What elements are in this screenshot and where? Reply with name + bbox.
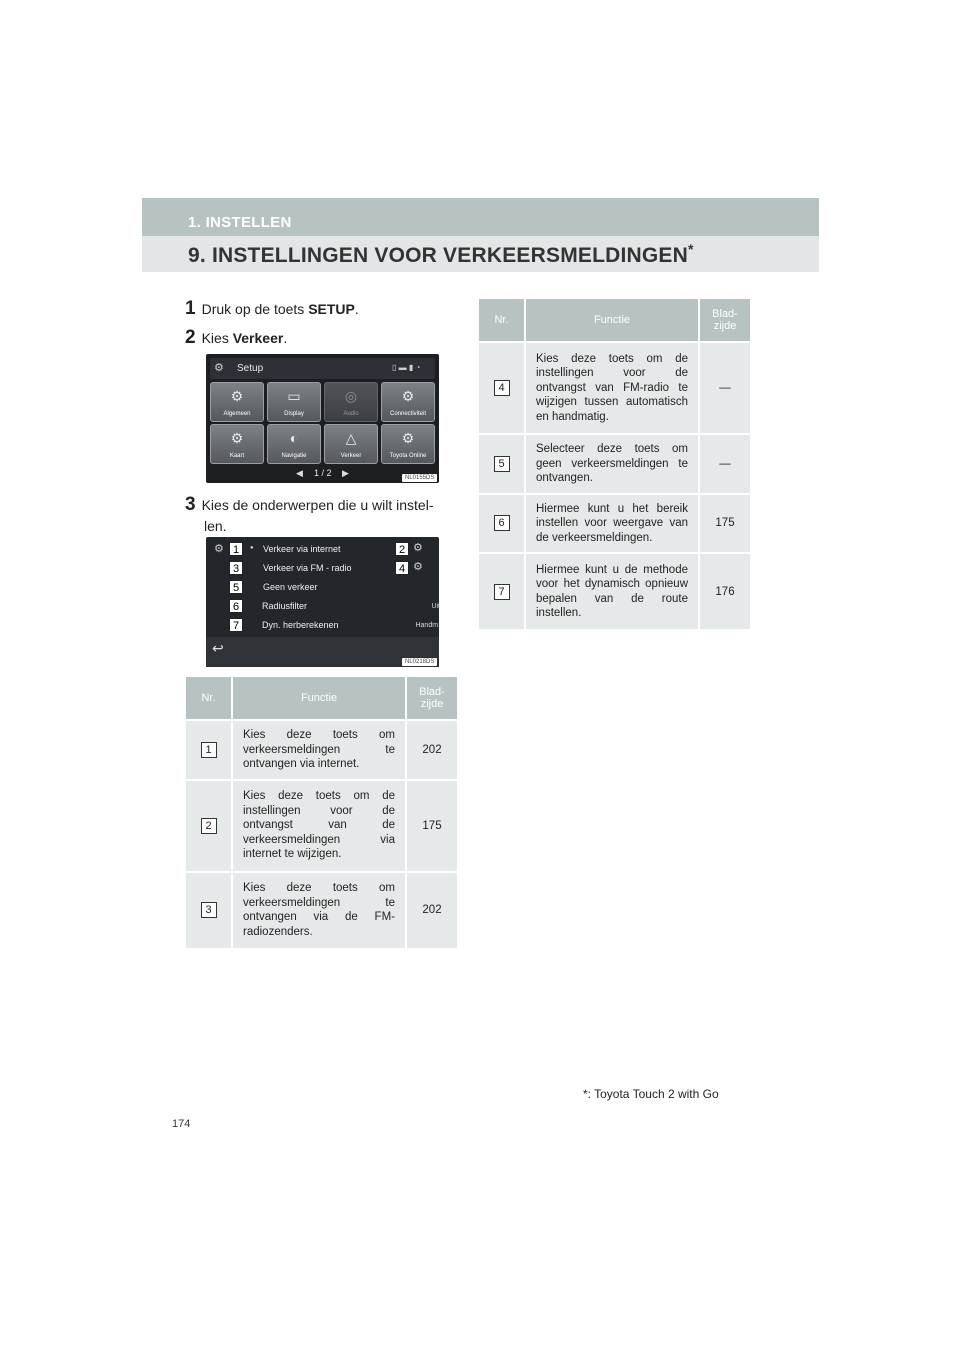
gear-icon: ⚙ — [401, 430, 415, 446]
page-number: 174 — [172, 1118, 191, 1130]
menu-item-radiusfilter[interactable]: Radiusfilter Uit — [262, 601, 440, 611]
callout-6: 6 — [229, 599, 243, 613]
tile-connectiviteit[interactable]: ⚙ Connectiviteit — [381, 382, 435, 422]
navigation-icon: ◐ — [289, 430, 299, 446]
step-2: 2 Kies Verkeer. — [185, 327, 288, 348]
tile-toyota-online[interactable]: ⚙ Toyota Online — [381, 424, 435, 464]
step-3: 3 Kies de onderwerpen die u wilt instel- len. — [185, 494, 434, 534]
menu-item-dyn-herberekenen[interactable]: Dyn. herberekenen Handm. — [262, 620, 440, 630]
footnote: *: Toyota Touch 2 with Go — [583, 1087, 719, 1101]
table-row: 2 Kies deze toets om de instellingen voor de ontvangst van de verkeersmeldingen via internet te wijzigen. 175 — [186, 780, 457, 872]
step-1: 1 Druk op de toets SETUP. — [185, 298, 359, 319]
display-icon: ▭ — [287, 388, 301, 404]
image-code: NL0218DS — [402, 658, 437, 666]
tile-navigatie[interactable]: ◐ Navigatie — [267, 424, 321, 464]
radio-dot-icon: ● — [250, 545, 254, 551]
audio-icon: ◎ — [344, 388, 358, 404]
table-row: 1 Kies deze toets om verkeersmeldingen te ontvangen via internet. 202 — [186, 720, 457, 780]
status-icons: ▯ ▬ ▮ ◔ — [392, 363, 421, 372]
col-functie: Functie — [525, 299, 699, 342]
setup-title: Setup — [237, 363, 264, 374]
section-header — [142, 198, 819, 236]
gear-icon: ⚙ — [230, 388, 244, 404]
setup-screenshot — [206, 354, 439, 483]
chapter-header — [142, 236, 819, 272]
back-arrow-icon[interactable]: ↩ — [212, 640, 224, 656]
traffic-gear-icon: ⚙ — [214, 543, 224, 555]
tile-kaart[interactable]: ⚙ Kaart — [210, 424, 264, 464]
traffic-settings-screenshot — [206, 537, 439, 667]
col-bladzijde: Blad- zijde — [406, 677, 457, 720]
gear-icon: ⚙ — [230, 430, 244, 446]
callout-3: 3 — [229, 561, 243, 575]
table-row: 7 Hiermee kunt u de methode voor het dynamisch opnieuw bepalen van de route instellen. 176 — [479, 553, 750, 629]
table-row: 6 Hiermee kunt u het bereik instellen voor weergave van de verkeersmeldingen. 175 — [479, 494, 750, 554]
image-code: NL0155DS — [402, 474, 437, 482]
gear-icon: ⚙ — [401, 388, 415, 404]
chapter-title: 9. INSTELLINGEN VOOR VERKEERSMELDINGEN* — [188, 241, 694, 267]
section-title: 1. INSTELLEN — [188, 214, 292, 231]
callout-4: 4 — [395, 561, 409, 575]
tile-algemeen[interactable]: ⚙ Algemeen — [210, 382, 264, 422]
settings-gear-icon-fm[interactable]: ⚙ — [413, 561, 423, 573]
menu-item-verkeer-via-fm-radio[interactable]: Verkeer via FM - radio — [263, 563, 352, 573]
prev-page-icon[interactable]: ◀ — [296, 468, 303, 478]
menu-item-verkeer-via-internet[interactable]: Verkeer via internet — [263, 544, 341, 554]
function-table-right — [479, 299, 750, 629]
col-nr: Nr. — [186, 677, 232, 720]
tile-display[interactable]: ▭ Display — [267, 382, 321, 422]
setup-gear-icon: ⚙ — [214, 362, 224, 374]
menu-item-geen-verkeer[interactable]: Geen verkeer — [263, 582, 318, 592]
table-row: 5 Selecteer deze toets om geen verkeersmeldingen te ontvangen. — — [479, 434, 750, 494]
settings-gear-icon-internet[interactable]: ⚙ — [413, 542, 423, 554]
callout-1: 1 — [229, 542, 243, 556]
col-bladzijde: Blad- zijde — [699, 299, 750, 342]
tile-verkeer[interactable]: △ Verkeer — [324, 424, 378, 464]
table-header-row — [479, 299, 750, 342]
callout-2: 2 — [395, 542, 409, 556]
traffic-icon: △ — [345, 430, 357, 446]
callout-7: 7 — [229, 618, 243, 632]
col-functie: Functie — [232, 677, 406, 720]
table-header-row — [186, 677, 457, 720]
col-nr: Nr. — [479, 299, 525, 342]
tile-audio[interactable]: ◎ Audio — [324, 382, 378, 422]
next-page-icon[interactable]: ▶ — [342, 468, 349, 478]
table-row: 3 Kies deze toets om verkeersmeldingen te ontvangen via de FM-radiozenders. 202 — [186, 872, 457, 948]
page-indicator: 1 / 2 — [314, 468, 332, 478]
table-row: 4 Kies deze toets om de instellingen voor de ontvangst van FM-radio te wijzigen tussen automatisch en handmatig. — — [479, 342, 750, 434]
function-table-left — [186, 677, 457, 948]
callout-5: 5 — [229, 580, 243, 594]
